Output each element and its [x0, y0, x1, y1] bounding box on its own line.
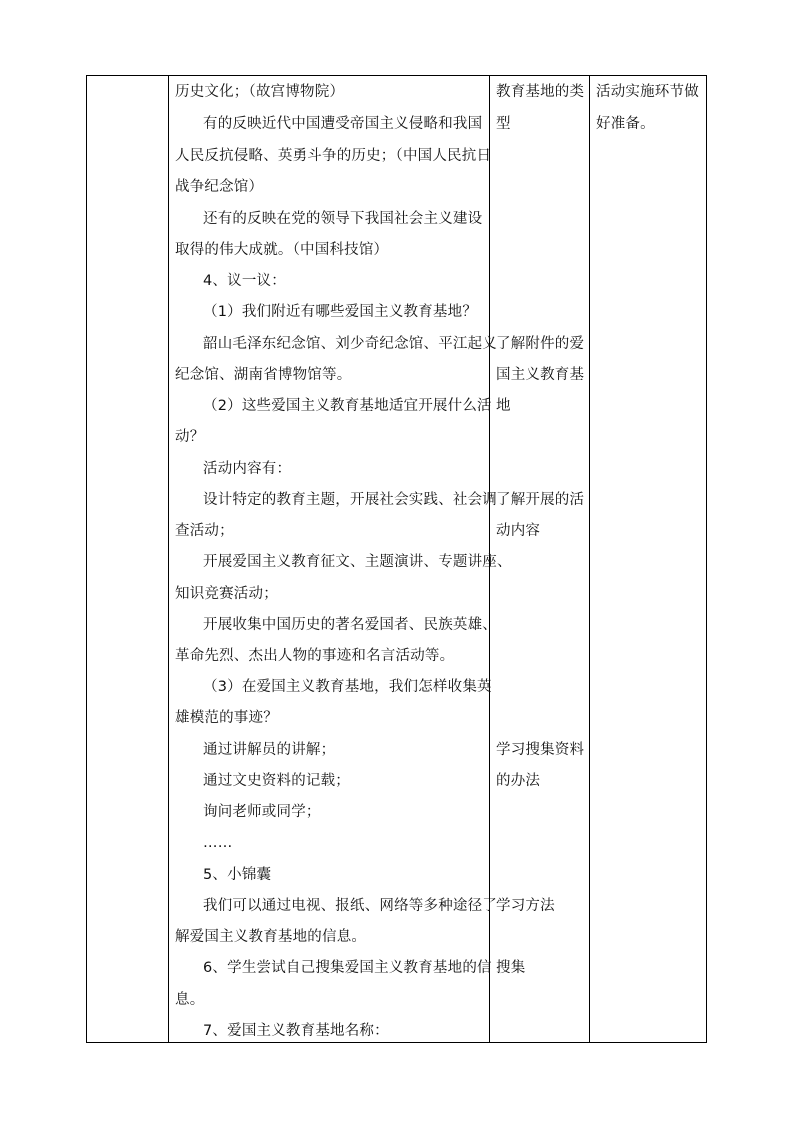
note-cell: [590, 76, 706, 1042]
intent-line: 搜集: [496, 960, 526, 976]
text-line: 开展收集中国历史的著名爱国者、民族英雄、: [203, 617, 497, 633]
text-line: （2）这些爱国主义教育基地适宜开展什么活: [203, 398, 492, 414]
intent-line: 学习方法: [496, 898, 555, 914]
intent-line: 了解开展的活: [496, 492, 585, 508]
text-line: 革命先烈、杰出人物的事迹和名言活动等。: [175, 648, 455, 664]
text-line: 取得的伟大成就。（中国科技馆）: [175, 242, 389, 258]
text-line: 6、学生尝试自己搜集爱国主义教育基地的信: [203, 960, 492, 976]
intent-line: 教育基地的类: [496, 84, 585, 100]
design-intent-cell: [490, 76, 589, 1042]
intent-line: 的办法: [496, 773, 541, 789]
intent-line: 动内容: [496, 523, 541, 539]
text-line: 活动内容有：: [203, 461, 292, 477]
text-line: 还有的反映在党的领导下我国社会主义建设: [203, 211, 483, 227]
intent-line: 型: [496, 116, 511, 132]
text-line: 战争纪念馆）: [175, 179, 264, 195]
text-line: （3）在爱国主义教育基地，我们怎样收集英: [203, 679, 492, 695]
text-line: 息。: [175, 992, 205, 1008]
text-line: 知识竞赛活动；: [175, 586, 278, 602]
text-line: 设计特定的教育主题，开展社会实践、社会调: [203, 492, 497, 508]
text-line: 历史文化；（故宫博物院）: [175, 84, 345, 100]
text-line: 通过讲解员的讲解；: [203, 742, 336, 758]
lesson-plan-table: [86, 75, 707, 1043]
text-line: 人民反抗侵略、英勇斗争的历史；（中国人民抗日: [175, 148, 492, 164]
text-line: 我们可以通过电视、报纸、网络等多种途径了: [203, 898, 497, 914]
teaching-process-cell: [169, 76, 512, 1042]
text-line: 开展爱国主义教育征文、主题演讲、专题讲座、: [203, 554, 512, 570]
text-line: 韶山毛泽东纪念馆、刘少奇纪念馆、平江起义: [203, 336, 497, 352]
text-line: 4、议一议：: [203, 273, 286, 289]
note-line: 活动实施环节做: [596, 84, 699, 100]
intent-line: 学习搜集资料: [496, 742, 585, 758]
text-line: 查活动；: [175, 523, 234, 539]
empty-stage-cell: [87, 76, 168, 1042]
intent-line: 国主义教育基: [496, 367, 585, 383]
intent-line: 了解附件的爱: [496, 336, 585, 352]
text-line: 纪念馆、湖南省博物馆等。: [175, 367, 352, 383]
text-line: 询问老师或同学；: [203, 804, 321, 820]
text-line: 解爱国主义教育基地的信息。: [175, 929, 367, 945]
text-line: ……: [203, 835, 233, 851]
note-line: 好准备。: [596, 116, 655, 132]
text-line: 7、爱国主义教育基地名称：: [203, 1023, 389, 1039]
text-line: 有的反映近代中国遭受帝国主义侵略和我国: [203, 116, 483, 132]
text-line: 动？: [175, 429, 205, 445]
text-line: （1）我们附近有哪些爱国主义教育基地？: [203, 304, 478, 320]
text-line: 通过文史资料的记载；: [203, 773, 350, 789]
text-line: 雄模范的事迹？: [175, 710, 278, 726]
intent-line: 地: [496, 398, 511, 414]
text-line: 5、小锦囊: [203, 867, 272, 883]
